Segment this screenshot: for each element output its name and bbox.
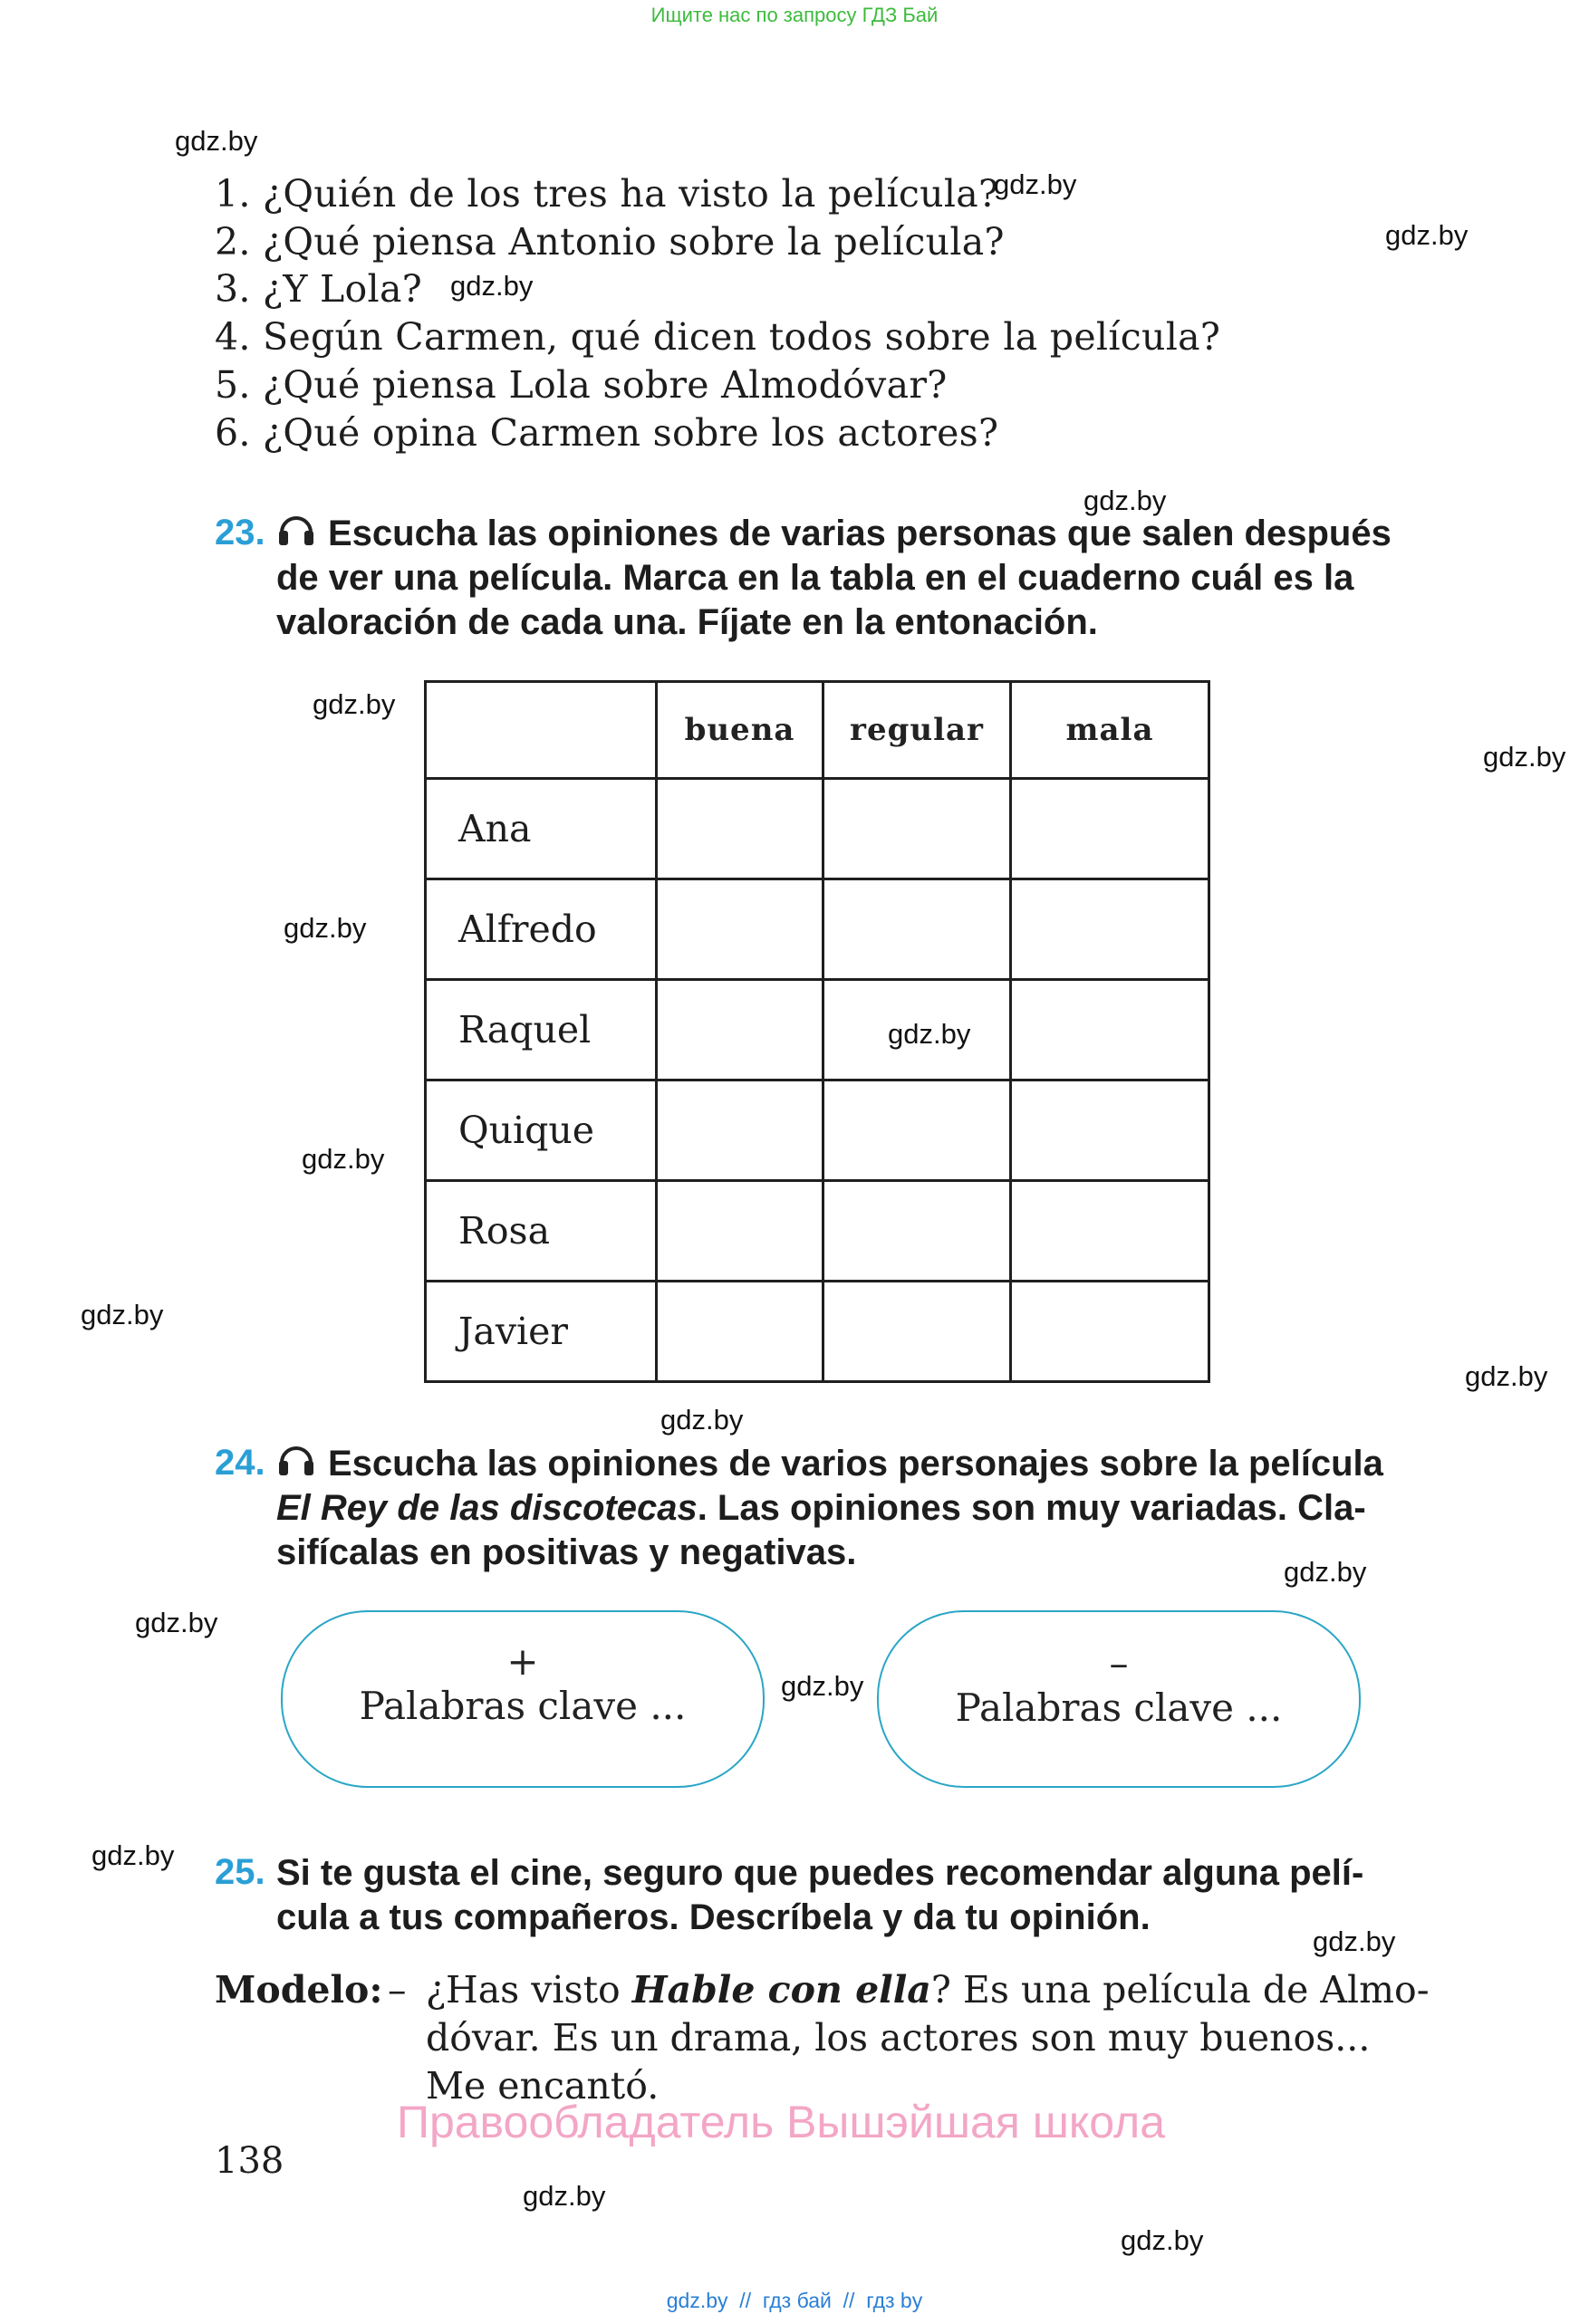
watermark: gdz.by [523, 2180, 606, 2212]
page-number: 138 [215, 2140, 284, 2182]
watermark: gdz.by [135, 1607, 218, 1638]
watermark: gdz.by [175, 125, 258, 157]
footer-links: gdz.by // гдз бай // гдз by [666, 2289, 923, 2312]
watermark: gdz.by [888, 1018, 971, 1050]
table-cell [1011, 1181, 1209, 1282]
question-6: 6. ¿Qué opina Carmen sobre los actores? [215, 411, 999, 455]
exercise-25-line-2: cula a tus compañeros. Descríbela y da tu opinión. [276, 1897, 1151, 1937]
model-line-2: dóvar. Es un drama, los actores son muy buenos... [426, 2016, 1371, 2060]
exercise-24-line-2-rest: . Las opiniones son muy variadas. Cla- [697, 1488, 1366, 1528]
keywords-label: Palabras clave ... [955, 1685, 1283, 1730]
watermark: gdz.by [91, 1839, 175, 1871]
watermark: gdz.by [1284, 1556, 1367, 1588]
watermark: gdz.by [313, 688, 396, 720]
table-row [426, 980, 1209, 1080]
headphones-icon [274, 507, 318, 551]
watermark: gdz.by [994, 168, 1077, 200]
table-cell [823, 1080, 1011, 1181]
row-name: Rosa [426, 1181, 657, 1282]
watermark: gdz.by [1313, 1925, 1396, 1957]
exercise-24-line-1: Escucha las opiniones de varios personajes sobre la película [328, 1444, 1383, 1484]
table-cell [1011, 779, 1209, 879]
table-cell [823, 779, 1011, 879]
minus-sign: – [1109, 1641, 1129, 1685]
exercise-25-line-1: Si te gusta el cine, seguro que puedes recomendar alguna pelí- [276, 1853, 1364, 1893]
rating-table [424, 680, 1210, 1383]
headphones-icon [274, 1437, 318, 1481]
table-cell [1011, 1080, 1209, 1181]
exercise-23-line-1: Escucha las opiniones de varias personas que salen después [328, 514, 1392, 553]
watermark: gdz.by [450, 270, 534, 302]
model-film-title: Hable con ella [631, 1968, 931, 2012]
watermark: gdz.by [302, 1143, 385, 1175]
watermark: gdz.by [1083, 485, 1167, 516]
table-row [426, 779, 1209, 879]
table-cell [657, 980, 823, 1080]
model-line-3: Me encantó. [426, 2064, 660, 2108]
table-cell [657, 879, 823, 980]
table-header-empty [426, 682, 657, 779]
table-cell [657, 779, 823, 879]
row-name: Ana [426, 779, 657, 879]
question-5: 5. ¿Qué piensa Lola sobre Almodóvar? [215, 363, 948, 407]
exercise-24-number: 24. [215, 1443, 265, 1483]
model-line-1-b: ? Es una película de Almo- [930, 1968, 1430, 2012]
positive-keywords-oval [281, 1610, 765, 1788]
watermark: gdz.by [1121, 2224, 1204, 2256]
film-title: El Rey de las discotecas [276, 1488, 698, 1528]
question-3: 3. ¿Y Lola? [215, 267, 422, 311]
table-row [426, 1282, 1209, 1382]
model-dash: – [388, 1968, 407, 2012]
watermark: gdz.by [781, 1670, 864, 1702]
table-header-row [426, 682, 1209, 779]
watermark: gdz.by [1465, 1360, 1548, 1392]
row-name: Raquel [426, 980, 657, 1080]
question-4: 4. Según Carmen, qué dicen todos sobre la película? [215, 315, 1221, 359]
table-row [426, 879, 1209, 980]
model-line-1-a: ¿Has visto [426, 1968, 632, 2012]
watermark: gdz.by [284, 912, 367, 944]
keywords-label: Palabras clave ... [359, 1684, 687, 1728]
model-label: Modelo: [215, 1968, 383, 2012]
table-cell [657, 1282, 823, 1382]
table-header-mala: mala [1011, 682, 1209, 779]
table-cell [823, 879, 1011, 980]
copyright-notice: Правообладатель Вышэйшая школа [397, 2097, 1165, 2147]
table-cell [657, 1181, 823, 1282]
watermark: gdz.by [660, 1404, 744, 1436]
header-banner: Ищите нас по запросу ГДЗ Бай [650, 4, 939, 26]
plus-sign: + [506, 1639, 539, 1684]
table-cell [657, 1080, 823, 1181]
table-header-buena: buena [657, 682, 823, 779]
table-cell [1011, 1282, 1209, 1382]
row-name: Javier [426, 1282, 657, 1382]
table-cell [1011, 879, 1209, 980]
table-row [426, 1181, 1209, 1282]
model-line-1 [426, 1968, 1430, 2012]
exercise-24-line-2 [276, 1485, 1431, 1531]
question-1: 1. ¿Quién de los tres ha visto la película? [215, 172, 999, 216]
table-row [426, 1080, 1209, 1181]
row-name: Quique [426, 1080, 657, 1181]
table-header-regular: regular [823, 682, 1011, 779]
table-cell [823, 1282, 1011, 1382]
watermark: gdz.by [81, 1299, 164, 1330]
exercise-23-line-2: de ver una película. Marca en la tabla en el cuaderno cuál es la [276, 558, 1354, 598]
exercise-25-number: 25. [215, 1852, 265, 1892]
exercise-23-line-3: valoración de cada una. Fíjate en la entonación. [276, 602, 1098, 642]
exercise-23-number: 23. [215, 513, 265, 552]
negative-keywords-oval [877, 1610, 1361, 1788]
row-name: Alfredo [426, 879, 657, 980]
exercise-24-line-3: sifícalas en positivas y negativas. [276, 1532, 857, 1572]
watermark: gdz.by [1385, 219, 1469, 251]
watermark: gdz.by [1483, 741, 1566, 773]
table-cell [1011, 980, 1209, 1080]
question-2: 2. ¿Qué piensa Antonio sobre la película? [215, 220, 1005, 264]
table-cell [823, 1181, 1011, 1282]
